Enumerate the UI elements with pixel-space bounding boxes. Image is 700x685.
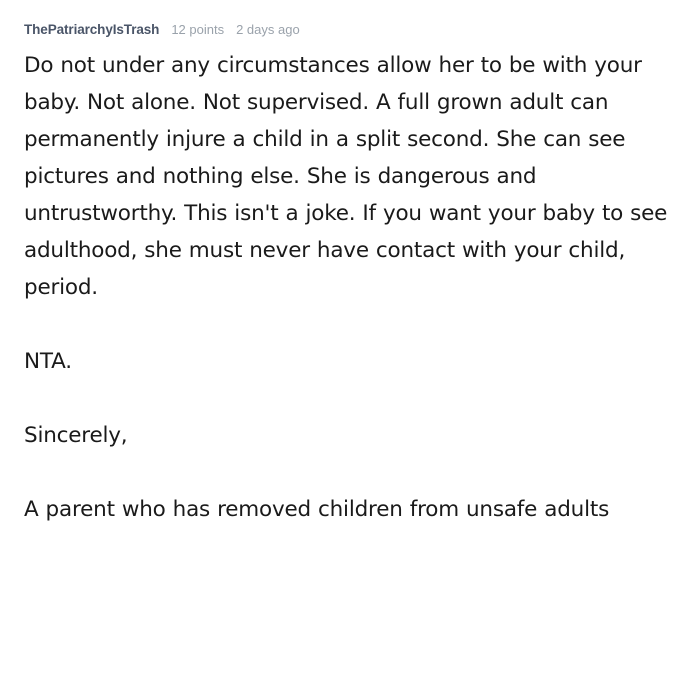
comment-paragraph-4: A parent who has removed children from unsafe adults bbox=[24, 497, 610, 522]
comment-spacer-1 bbox=[24, 306, 676, 343]
comment-header bbox=[24, 22, 676, 37]
comment-body bbox=[24, 47, 676, 528]
comment-points: 12 points bbox=[171, 22, 225, 37]
comment-timestamp: 2 days ago bbox=[236, 22, 300, 37]
comment-spacer-2 bbox=[24, 380, 676, 417]
comment-spacer-3 bbox=[24, 454, 676, 491]
comment-paragraph-3: Sincerely, bbox=[24, 423, 128, 448]
comment-paragraph-1: Do not under any circumstances allow her to be with your baby. Not alone. Not supervised. A full grown adult can permanently injure a child in a split second. She can see pictures and nothing else. She is dangerous and untrustworthy. This isn't a joke. If you want your baby to see adulthood, she must never have contact with your child, period. bbox=[24, 53, 668, 300]
comment-paragraph-2: NTA. bbox=[24, 349, 72, 374]
comment-author[interactable]: ThePatriarchyIsTrash bbox=[24, 22, 160, 37]
